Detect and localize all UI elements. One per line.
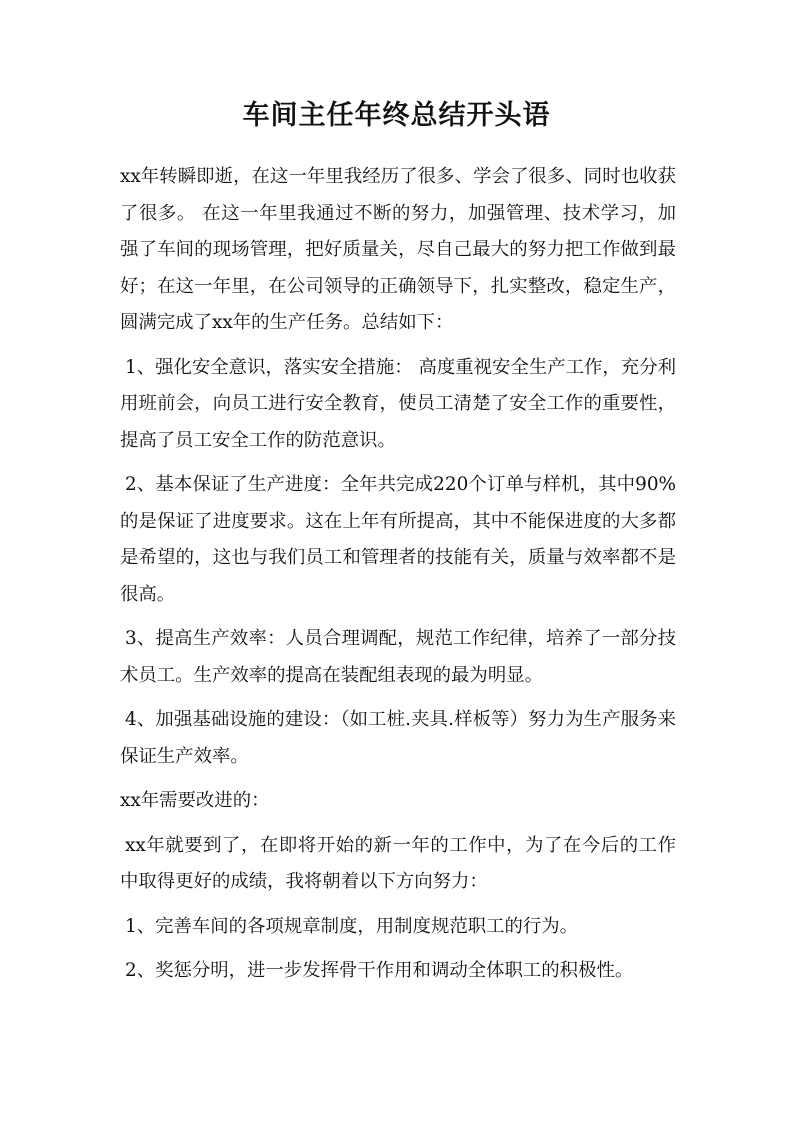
paragraph-intro: xx年转瞬即逝，在这一年里我经历了很多、学会了很多、同时也收获了很多。 在这一年里我通过不断的努力，加强管理、技术学习，加强了车间的现场管理，把好质量关，尽自己最大的努力把工作做到最好；在这一年里，在公司领导的正确领导下，扎实整改，稳定生产，圆满完成了xx年的生产任务。总结如下： <box>120 166 676 333</box>
paragraph-improvements-heading: xx年需要改进的： <box>120 790 270 811</box>
paragraph-plan-item-2: 2、奖惩分明，进一步发挥骨干作用和调动全体职工的积极性。 <box>125 960 634 981</box>
document-body <box>120 159 676 998</box>
paragraph-item-1-safety: 1、强化安全意识，落实安全措施： 高度重视安全生产工作，充分利用班前会，向员工进行安全教育，使员工清楚了安全工作的重要性，提高了员工安全工作的防范意识。 <box>120 356 676 451</box>
paragraph-item-2-progress: 2、基本保证了生产进度：全年共完成220个订单与样机，其中90%的是保证了进度要求。这在上年有所提高，其中不能保进度的大多都是希望的，这也与我们员工和管理者的技能有关，质量与效率都不是很高。 <box>120 474 676 605</box>
paragraph-item-3-efficiency: 3、提高生产效率：人员合理调配，规范工作纪律，培养了一部分技术员工。生产效率的提高在装配组表现的最为明显。 <box>120 628 676 686</box>
paragraph-plan-item-1: 1、完善车间的各项规章制度，用制度规范职工的行为。 <box>125 915 579 937</box>
paragraph-item-4-infrastructure: 4、加强基础设施的建设：（如工桩.夹具.样板等）努力为生产服务来保证生产效率。 <box>120 709 676 767</box>
paragraph-next-year: xx年就要到了，在即将开始的新一年的工作中，为了在今后的工作中取得更好的成绩，我将朝着以下方向努力： <box>120 834 676 892</box>
document-title: 车间主任年终总结开头语 <box>242 100 551 131</box>
